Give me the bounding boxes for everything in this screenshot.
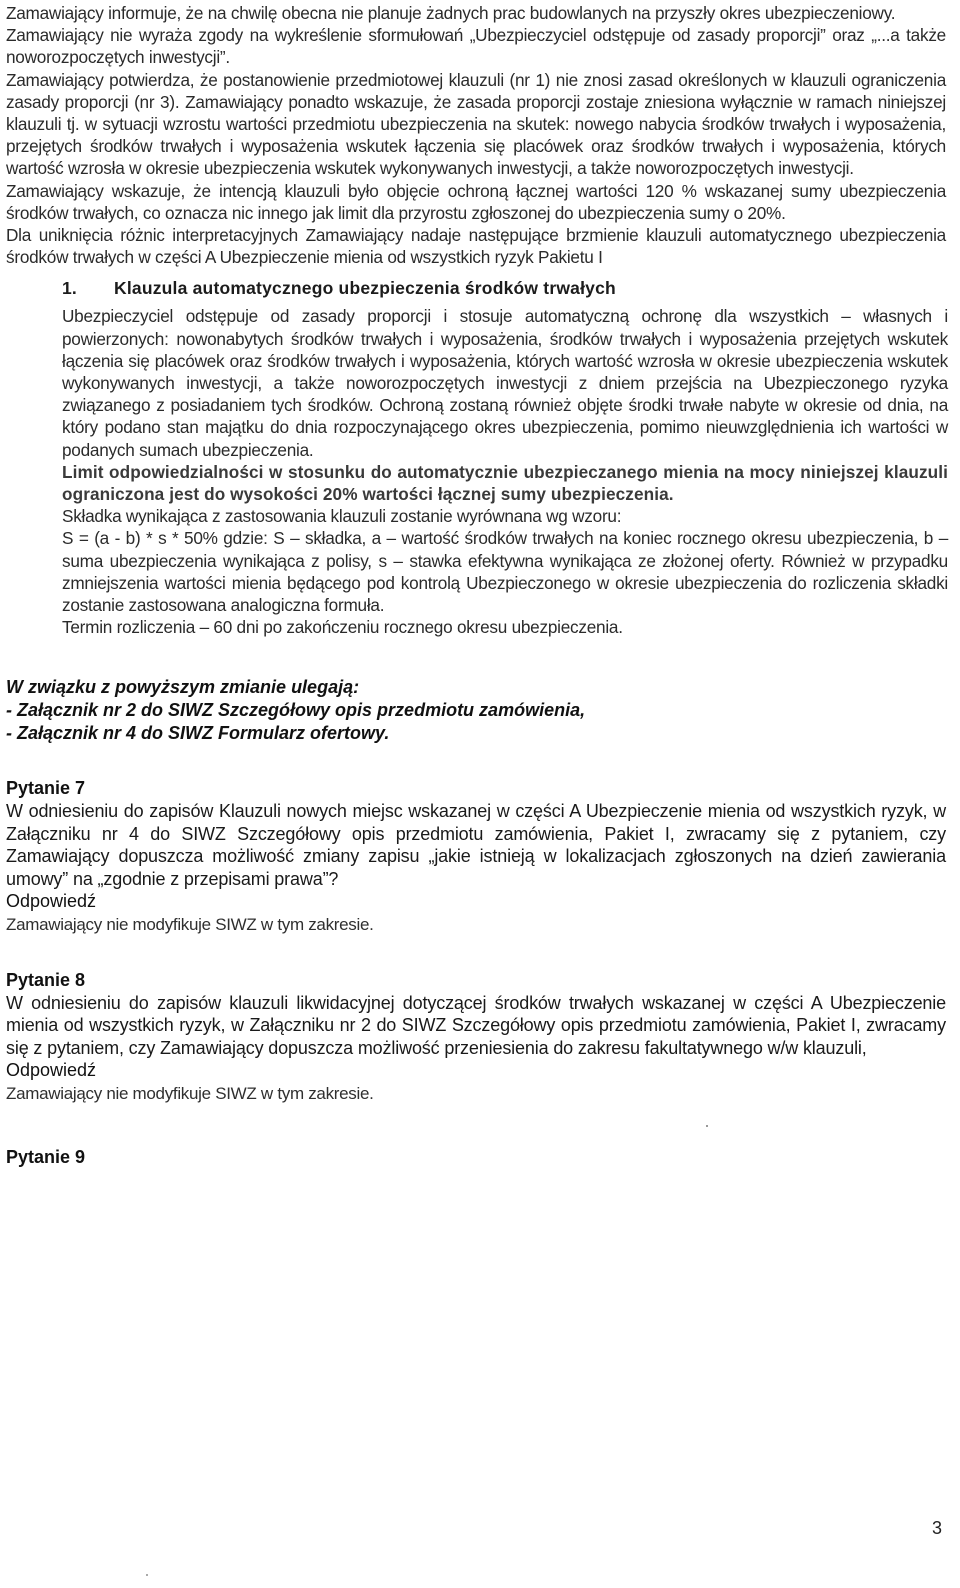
scan-speck (706, 1125, 708, 1127)
answer-label: Odpowiedź (6, 1060, 97, 1081)
question-text: W odniesieniu do zapisów Klauzuli nowych miejsc wskazanej w części A Ubezpieczenie mienia od wszystkich ryzyk, w Załączniku nr 4 do SIWZ Szczegółowy opis przedmiotu zamówienia, Pakiet I, zwracamy się z pytaniem, czy Zamawiający dopuszcza możliwość zmiany zapisu „jakie istnieją w lokalizacjach zgłoszonych na dzień zawierania umowy” na „zgodnie z przepisami prawa”? (6, 801, 946, 889)
clause-number: 1. (62, 278, 77, 299)
question-9 (6, 1146, 946, 1169)
document-page (6, 2, 946, 1169)
clause-heading (62, 278, 948, 299)
intro-paragraph-3: Zamawiający potwierdza, że postanowienie przedmiotowej klauzuli (nr 1) nie znosi zasad określonych w klauzuli ograniczenia zasady proporcji (nr 3). Zamawiający ponadto wskazuje, że zasada proporcji zostaje zniesiona wyłącznie w ramach niniejszej klauzuli tj. w sytuacji wzrostu wartości przedmiotu ubezpieczenia na skutek: nowego nabycia środków trwałych i wyposażenia, przejętych środków trwałych i wyposażenia wskutek łączenia się placówek oraz środków trwałych i wyposażenia, których wartość wzrosła w okresie ubezpieczenia wskutek wykonywanych inwestycji, a także noworozpoczętych inwestycji. (6, 69, 946, 179)
question-8 (6, 969, 946, 1106)
answer-text: Zamawiający nie modyfikuje SIWZ w tym zakresie. (6, 914, 374, 934)
clause-paragraph-2: Składka wynikająca z zastosowania klauzuli zostanie wyrównana wg wzoru: (62, 506, 622, 527)
intro-paragraph-2: Zamawiający nie wyraża zgody na wykreślenie sformułowań „Ubezpieczyciel odstępuje od zasady proporcji” oraz „...a także noworozpoczętych inwestycji”. (6, 25, 946, 68)
changes-section (6, 676, 946, 745)
clause-section (62, 278, 948, 638)
answer-label: Odpowiedź (6, 891, 97, 912)
question-heading: Pytanie 9 (6, 1146, 86, 1167)
clause-formula-paragraph: S = (a - b) * s * 50% gdzie: S – składka, a – wartość środków trwałych na koniec rocznego okresu ubezpieczenia, b – suma ubezpieczenia wynikająca z polisy, s – stawka efektywna wynikająca ze złożonej oferty. Również w przypadku zmniejszenia wartości mienia będącego pod kontrolą Ubezpieczonego w okresie ubezpieczenia do rozliczenia składki zostanie zastosowana analogiczna formuła. (62, 528, 948, 616)
scan-speck (146, 1574, 148, 1576)
question-7 (6, 777, 946, 937)
clause-paragraph-1: Ubezpieczyciel odstępuje od zasady proporcji i stosuje automatyczną ochronę dla wszystkich – własnych i powierzonych: nowonabytych środków trwałych i wyposażenia, środków trwałych i wyposażenia przejętych wskutek łączenia się placówek oraz środków trwałych i wyposażenia, których wartość wzrosła w okresie ubezpieczenia wskutek wykonywanych inwestycji, a także noworozpoczętych inwestycji z dniem przejścia na Ubezpieczonego ryzyka związanego z posiadaniem tych środków. Ochroną zostaną również objęte środki trwałe nabyte w okresie od dnia, na który podano stan majątku do dnia rozpoczynającego okres ubezpieczenia, pomimo nieuwzględnienia ich wartości w podanych sumach ubezpieczenia. (62, 306, 948, 460)
clause-paragraph-4: Termin rozliczenia – 60 dni po zakończeniu rocznego okresu ubezpieczenia. (62, 617, 623, 638)
changes-item: - Załącznik nr 4 do SIWZ Formularz ofertowy. (6, 723, 390, 744)
changes-item: - Załącznik nr 2 do SIWZ Szczegółowy opis przedmiotu zamówienia, (6, 700, 586, 721)
question-text: W odniesieniu do zapisów klauzuli likwidacyjnej dotyczącej środków trwałych wskazanej w części A Ubezpieczenie mienia od wszystkich ryzyk, w Załączniku nr 2 do SIWZ Szczegółowy opis przedmiotu zamówienia, Pakiet I, zwracamy się z pytaniem, czy Zamawiający dopuszcza możliwość przeniesienia do zakresu fakultatywnego w/w klauzuli, (6, 992, 946, 1058)
intro-paragraph-1: Zamawiający informuje, że na chwilę obecna nie planuje żadnych prac budowlanych na przyszły okres ubezpieczeniowy. (6, 3, 896, 23)
clause-title: Klauzula automatycznego ubezpieczenia środków trwałych (114, 278, 616, 299)
intro-paragraph-4: Zamawiający wskazuje, że intencją klauzuli było objęcie ochroną łącznej wartości 120 % wskazanej sumy ubezpieczenia środków trwałych, co oznacza nic innego jak limit dla przyrostu zgłoszonej do ubezpieczenia sumy o 20%. (6, 180, 946, 223)
question-heading: Pytanie 8 (6, 969, 86, 990)
question-heading: Pytanie 7 (6, 778, 86, 799)
page-number: 3 (931, 1518, 942, 1538)
changes-heading: W związku z powyższym zmianie ulegają: (6, 677, 360, 698)
clause-limit-paragraph: Limit odpowiedzialności w stosunku do automatycznie ubezpieczanego mienia na mocy niniejszej klauzuli ograniczona jest do wysokości 20% wartości łącznej sumy ubezpieczenia. (62, 461, 948, 505)
answer-text: Zamawiający nie modyfikuje SIWZ w tym zakresie. (6, 1083, 374, 1103)
intro-paragraph-5: Dla uniknięcia różnic interpretacyjnych Zamawiający nadaje następujące brzmienie klauzuli automatycznego ubezpieczenia środków trwałych w części A Ubezpieczenie mienia od wszystkich ryzyk Pakietu I (6, 225, 946, 268)
